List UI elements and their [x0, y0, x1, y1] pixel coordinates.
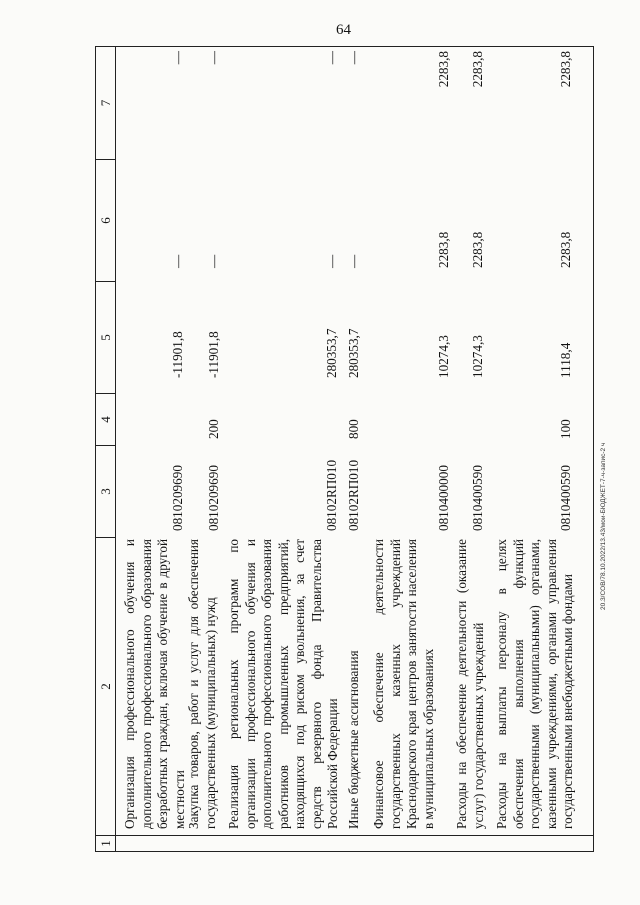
row-col6: 2283,8 [558, 231, 573, 268]
header-cell-2: 2 [96, 537, 116, 835]
row-col7: — [324, 51, 339, 65]
row-col5: -11901,8 [170, 331, 185, 378]
header-cell-4: 4 [96, 393, 116, 445]
row-col7: — [170, 51, 185, 65]
page-number: 64 [336, 22, 351, 38]
row-col6: 2283,8 [436, 231, 451, 268]
row-col5: -11901,8 [206, 331, 221, 378]
column-1-divider [116, 835, 593, 836]
row-col6: — [346, 254, 361, 268]
row-col7: 2283,8 [470, 51, 485, 88]
row-name: Реализация региональных программ по организации профессионального обучения и дополнительного профессионального образования работников промышленных предприятий, находящихся под риском увольнения, за счет средств резервного фонда Правительства Российской Федерации [226, 539, 340, 829]
row-kind: 100 [558, 419, 573, 439]
row-name: Организация профессионального обучения и дополнительного профессионального образования безработных граждан, включая обучение в другой местности [122, 539, 187, 829]
row-name: Расходы на выплаты персоналу в целях обеспечения выполнения функций государственными (муниципальными) органами, казенными учреждениями, органами управления государственными внебюджетными фондами [494, 539, 575, 829]
row-code: 08102RП010 [346, 459, 361, 531]
row-col6: — [324, 254, 339, 268]
row-col7: 2283,8 [436, 51, 451, 88]
budget-table-rotated [95, 46, 594, 852]
row-col5: 280353,7 [346, 328, 361, 378]
row-col7: — [346, 51, 361, 65]
row-code: 0810400590 [470, 465, 485, 531]
budget-table [95, 46, 594, 852]
row-col5: 10274,3 [436, 335, 451, 378]
footer-code-text: 20.3/COB/78.10.2022/13.43/мои-БЮДЖЕТ-7-ч-запис-2 ч [600, 442, 607, 610]
row-code: 0810209690 [170, 465, 185, 531]
row-col5: 10274,3 [470, 335, 485, 378]
row-code: 0810400000 [436, 465, 451, 531]
row-code: 0810400590 [558, 465, 573, 531]
header-cell-1: 1 [96, 835, 116, 851]
row-name: Закупка товаров, работ и услуг для обеспечения государственных (муниципальных) нужд [186, 539, 218, 829]
header-cell-7: 7 [96, 47, 116, 159]
row-code: 08102RП010 [324, 459, 339, 531]
header-cell-6: 6 [96, 159, 116, 281]
row-col5: 280353,7 [324, 328, 339, 378]
row-name: Иные бюджетные ассигнования [346, 650, 361, 829]
row-code: 0810209690 [206, 465, 221, 531]
row-name: Расходы на обеспечение деятельности (оказание услуг) государственных учреждений [454, 539, 486, 829]
row-col6: — [206, 254, 221, 268]
row-col7: — [206, 51, 221, 65]
row-col5: 1118,4 [558, 342, 573, 378]
row-kind: 800 [346, 419, 361, 439]
row-kind: 200 [206, 419, 221, 439]
row-col6: — [170, 254, 185, 268]
header-cell-3: 3 [96, 445, 116, 537]
row-name: Финансовое обеспечение деятельности государственных казенных учреждений Краснодарского края центров занятости населения в муниципальных образованиях [371, 539, 436, 829]
row-col6: 2283,8 [470, 231, 485, 268]
header-cell-5: 5 [96, 281, 116, 393]
row-col7: 2283,8 [558, 51, 573, 88]
